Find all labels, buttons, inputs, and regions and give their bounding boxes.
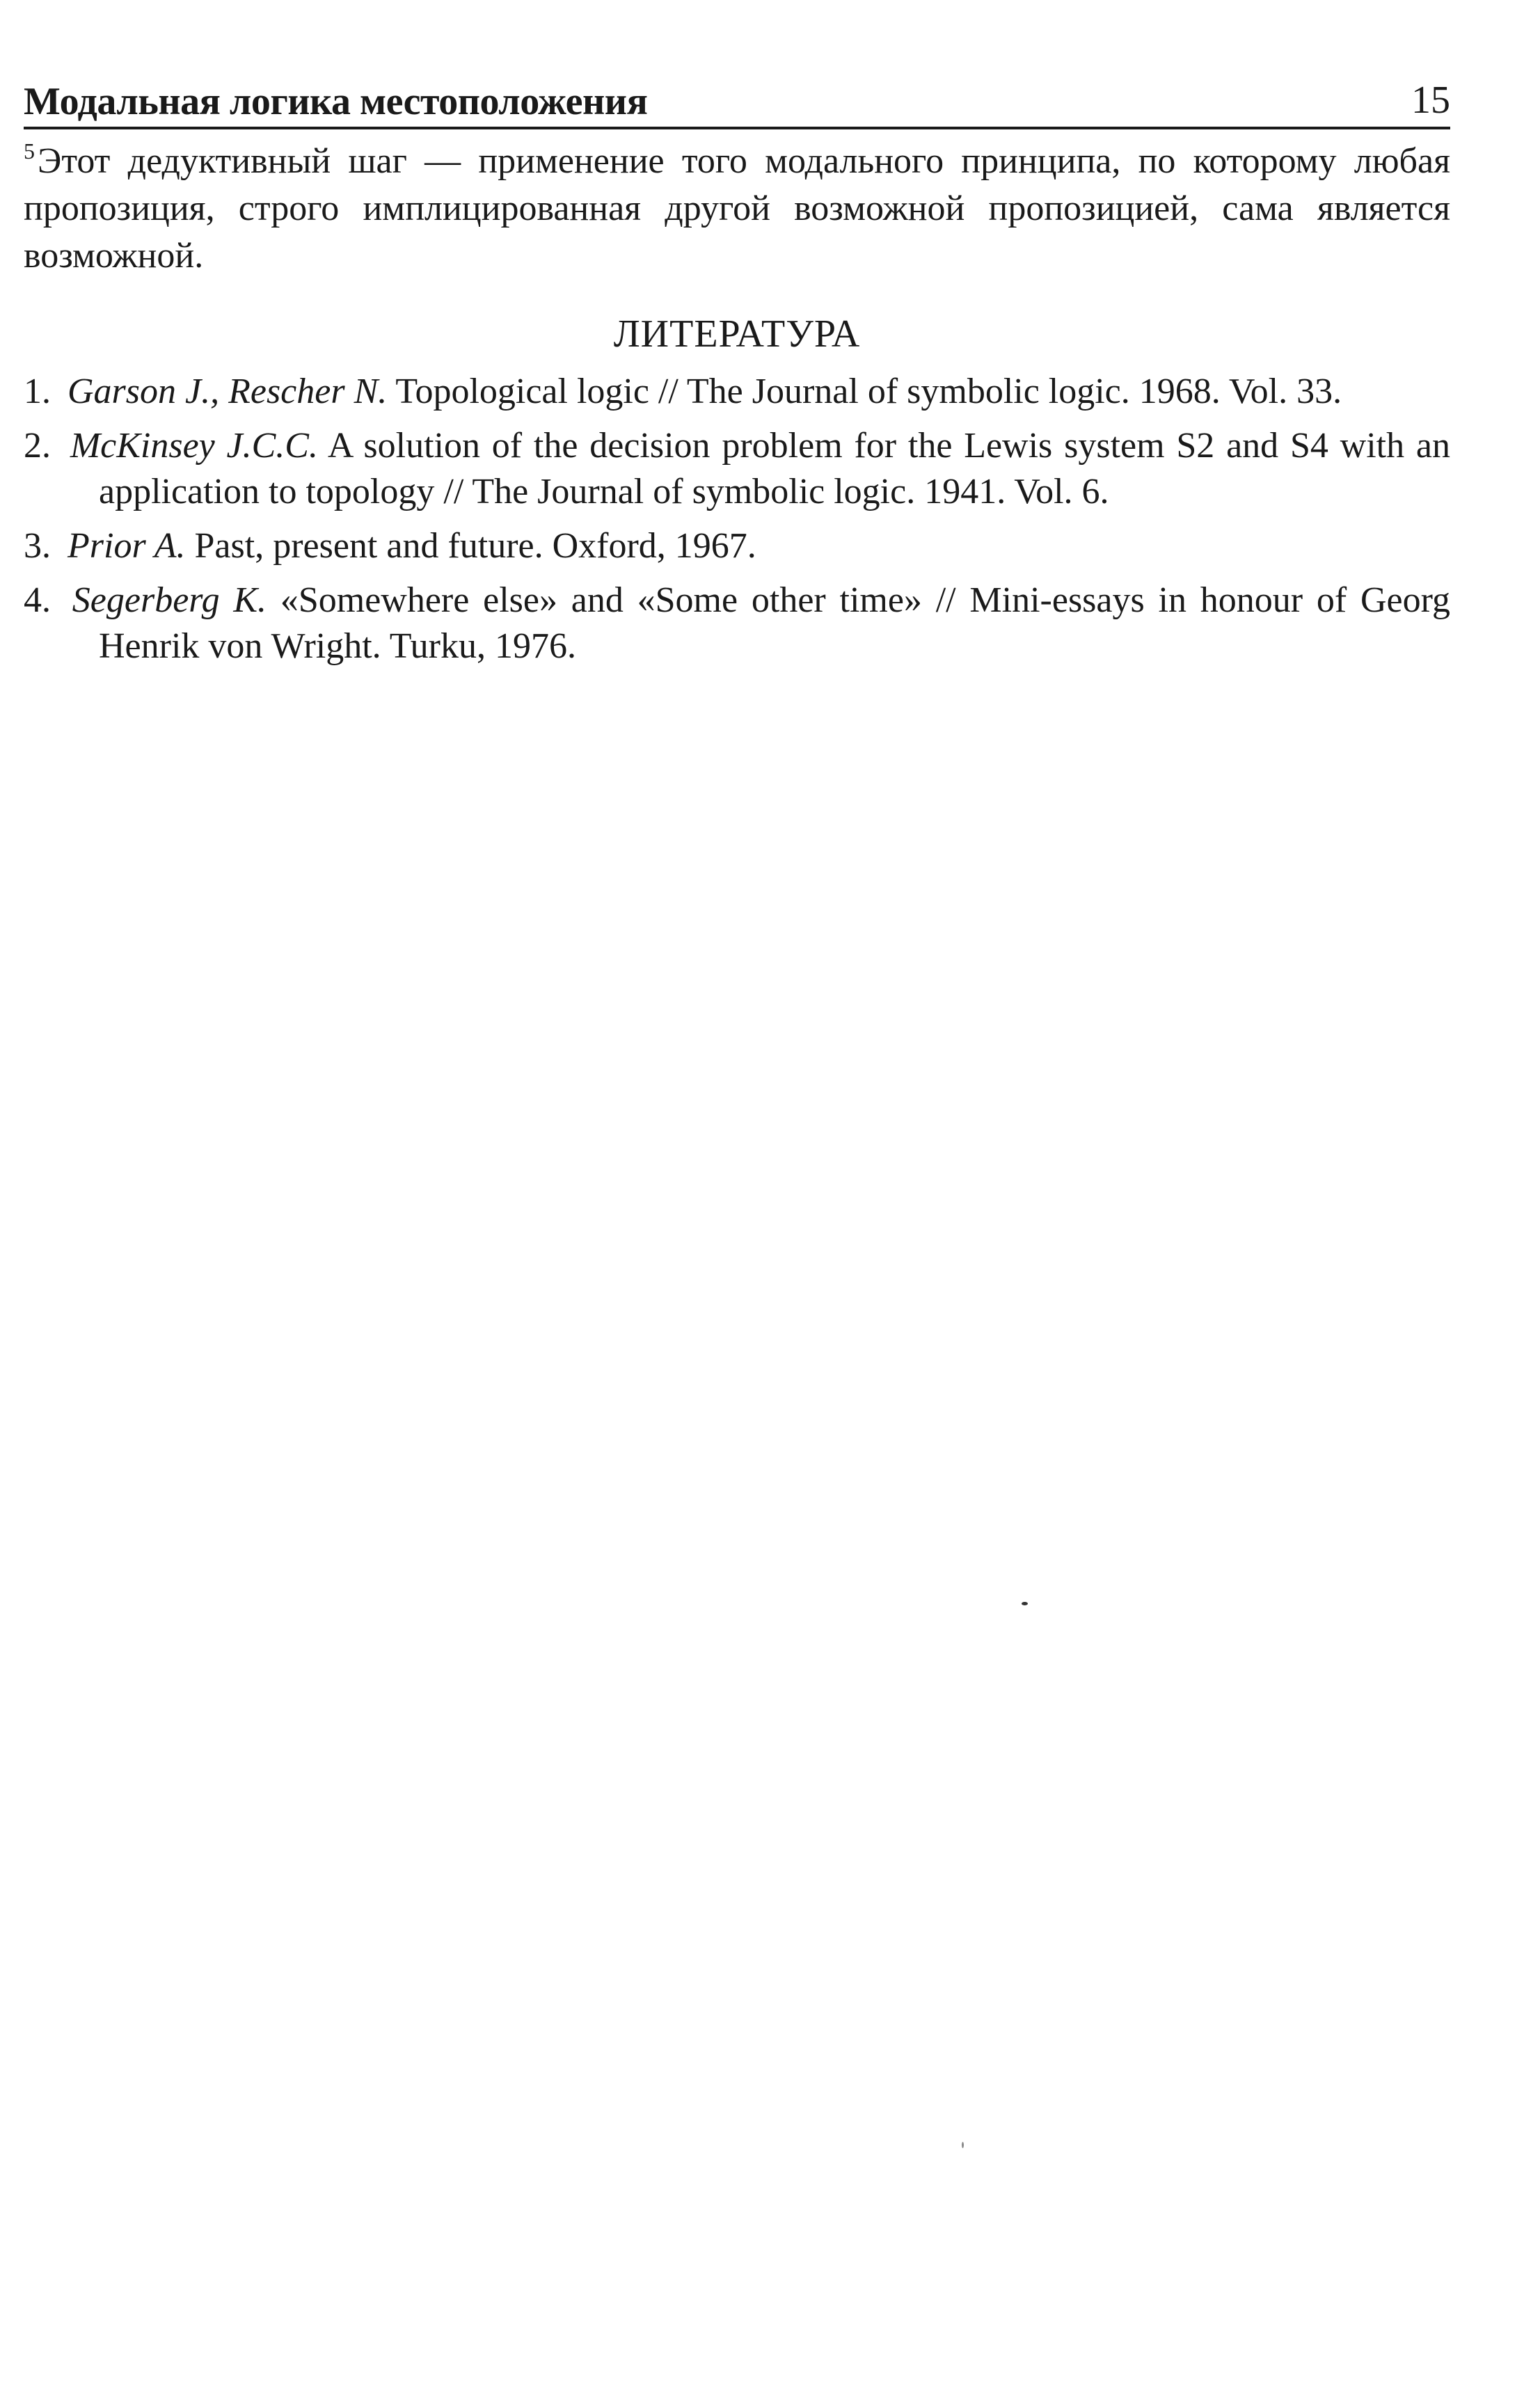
reference-list bbox=[24, 369, 1450, 678]
references-heading: ЛИТЕРАТУРА bbox=[613, 312, 861, 356]
reference-text: Past, present and future. Oxford, 1967. bbox=[185, 526, 756, 566]
page-header bbox=[24, 70, 1450, 129]
reference-text: Topological logic // The Journal of symbolic logic. 1968. Vol. 33. bbox=[387, 372, 1342, 411]
reference-text: A solution of the decision problem for the Lewis system S2 and S4 with an application to topology // The Journal of symbolic logic. 1941. Vol. 6. bbox=[99, 426, 1451, 511]
reference-number: 3. bbox=[24, 526, 51, 566]
running-title: Модальная логика местоположения bbox=[24, 80, 648, 123]
reference-author: Prior A. bbox=[68, 526, 186, 566]
reference-item bbox=[24, 523, 1450, 569]
reference-number: 2. bbox=[24, 426, 51, 466]
reference-item bbox=[24, 578, 1450, 669]
scan-speck bbox=[962, 2142, 964, 2148]
reference-item bbox=[24, 423, 1450, 515]
footnote bbox=[24, 138, 1450, 280]
reference-author: McKinsey J.C.C. bbox=[70, 426, 318, 466]
footnote-mark: 5 bbox=[24, 138, 35, 164]
scan-speck bbox=[1022, 1602, 1028, 1605]
reference-author: Garson J., Rescher N. bbox=[68, 372, 388, 411]
reference-number: 4. bbox=[24, 580, 51, 620]
reference-text: «Somewhere else» and «Some other time» // Mini-essays in honour of Georg Henrik von Wright. Turku, 1976. bbox=[99, 580, 1450, 666]
page-number: 15 bbox=[1411, 79, 1450, 122]
reference-item bbox=[24, 369, 1450, 415]
reference-author: Segerberg K. bbox=[72, 580, 267, 620]
footnote-text: Этот дедуктивный шаг — применение того модального принципа, по которому любая пропозиция, строго имплицированная другой возможной пропозицией, сама является возможной. bbox=[24, 141, 1450, 276]
reference-number: 1. bbox=[24, 372, 51, 411]
